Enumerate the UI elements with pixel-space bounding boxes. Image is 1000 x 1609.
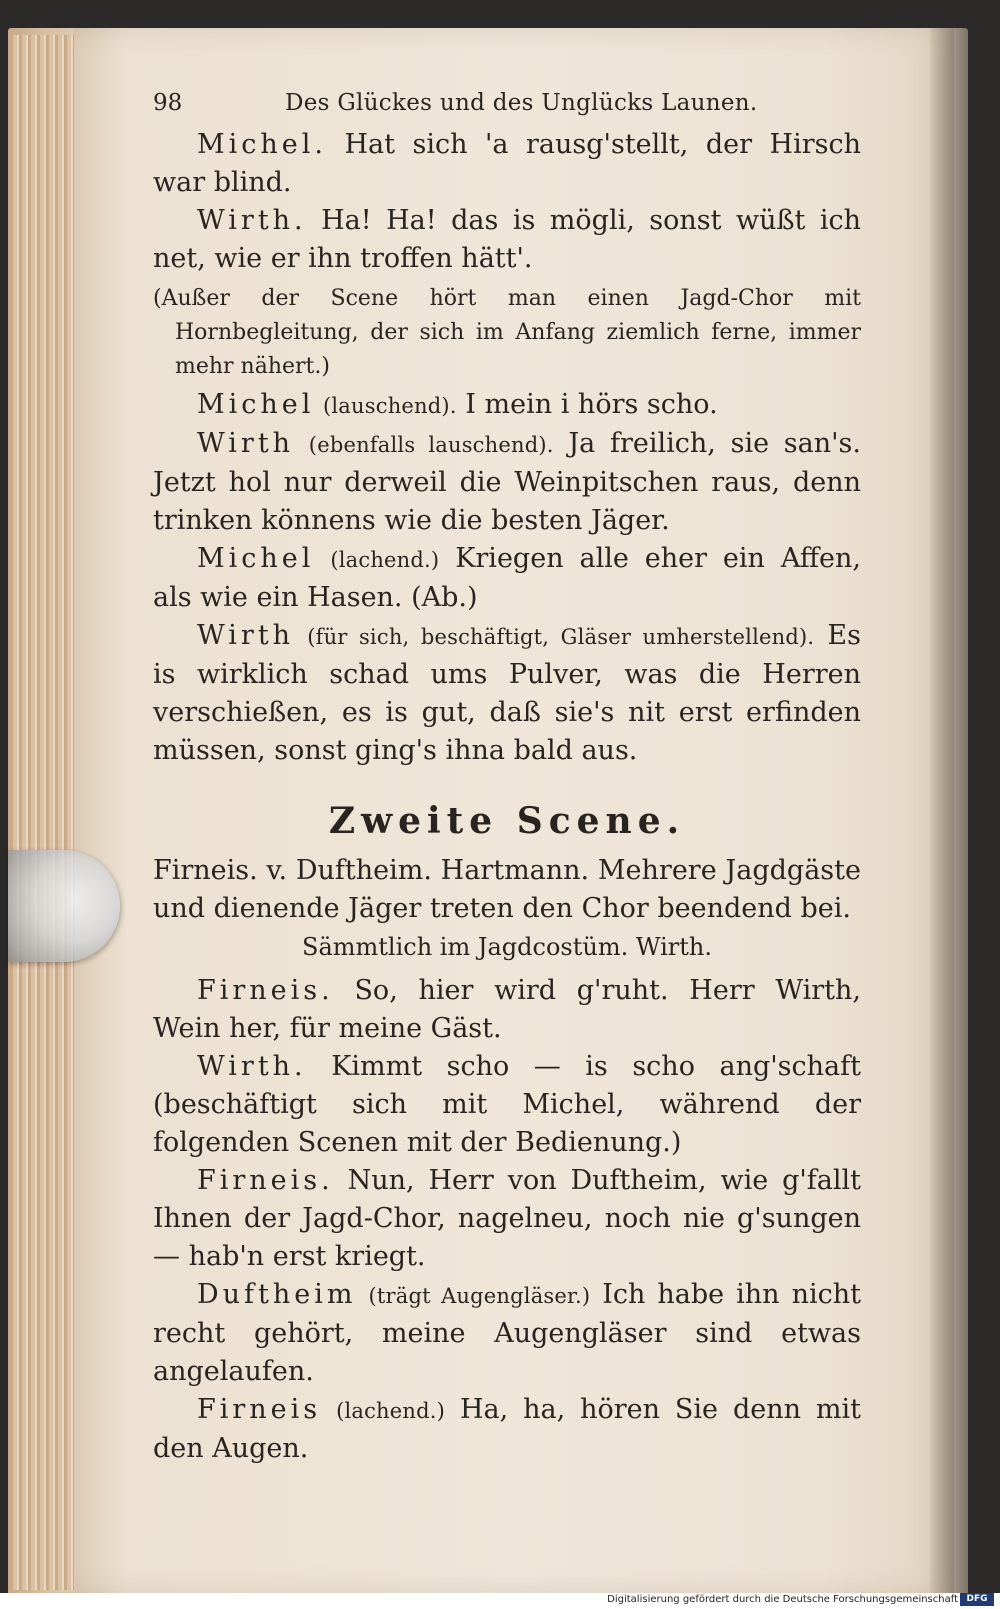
speaker-name: Firneis. [197,1165,334,1196]
dialogue-text: Ha, ha, hören Sie denn mit den Augen. [153,1394,861,1464]
stage-note: (für sich, beschäftigt, Gläser umherstellend). [307,625,815,649]
dialogue-text: Ha! Ha! das is mögli, sonst wüßt ich net, wie er ihn troffen hätt'. [153,205,861,274]
dialogue-text: Hat sich 'a rausg'stellt, der Hirsch war blind. [153,129,861,198]
dialogue-line [153,1276,861,1391]
speaker-name: Michel. [197,129,327,160]
dialogue-line [153,425,861,540]
page-clip [8,850,120,962]
dialogue-text: Kimmt scho — is scho ang'schaft (beschäftigt sich mit Michel, während der folgenden Scenen mit der Bedienung.) [153,1051,861,1158]
speaker-name: Michel [197,543,315,574]
scene-title: Zweite Scene. [328,800,686,842]
dialogue-line [153,386,861,425]
speaker-name: Wirth [197,620,295,651]
dialogue-text: Kriegen alle eher ein Affen, als wie ein Hasen. (Ab.) [153,543,861,613]
page-header [153,82,861,126]
speaker-name: Duftheim [197,1279,357,1310]
speaker-name: Wirth [197,428,295,459]
dialogue-text: I mein i hörs scho. [465,389,718,420]
speaker-name: Firneis. [197,975,334,1006]
speaker-name: Wirth. [197,205,307,236]
page-edges [10,35,74,1590]
stage-note: (trägt Augengläser.) [368,1284,591,1308]
stage-note: (lachend.) [330,548,440,572]
funding-credit: Digitalisierung gefördert durch die Deutsche Forschungsgemeinschaft [607,1594,958,1605]
dialogue-text: Ich habe ihn nicht recht gehört, meine Augengläser sind etwas angelaufen. [153,1279,861,1387]
dialogue-line [153,1391,861,1468]
dfg-logo: DFG [960,1593,994,1606]
dialogue-line [153,202,861,278]
dialogue-line [153,1048,861,1162]
dialogue-section-2 [153,972,861,1468]
stage-direction: (Außer der Scene hört man einen Jagd-Chor mit Hornbegleitung, der sich im Anfang ziemlich ferne, immer mehr nähert.) [153,286,861,379]
dialogue-line [153,972,861,1048]
stage-note: (lachend.) [336,1399,446,1423]
speaker-name: Michel [197,389,315,420]
running-title: Des Glückes und des Unglücks Launen. [285,90,758,116]
speaker-name: Wirth. [197,1051,307,1082]
page-content [153,82,861,1468]
stage-note: (lauschend). [323,394,457,418]
cast-list [153,852,861,966]
dialogue-line [153,540,861,617]
cast-line: Firneis. v. Duftheim. Hartmann. Mehrere Jagdgäste und dienende Jäger treten den Chor beendend bei. [153,855,861,924]
page-number: 98 [153,90,183,116]
dialogue-text: So, hier wird g'ruht. Herr Wirth, Wein her, für meine Gäst. [153,975,861,1044]
cast-line-centered: Sämmtlich im Jagdcostüm. Wirth. [302,933,712,961]
dialogue-line [153,617,861,770]
dialogue-text: Es is wirklich schad ums Pulver, was die Herren verschießen, es is gut, daß sie's nit erst erfinden müssen, sonst ging's ihna bald aus. [153,620,861,766]
speaker-name: Firneis [197,1394,322,1425]
gutter-shadow [930,28,968,1594]
stage-note: (ebenfalls lauschend). [308,433,554,457]
dialogue-line [153,1162,861,1276]
dialogue-text: Ja freilich, sie san's. Jetzt hol nur derweil die Weinpitschen raus, denn trinken könnens wie die besten Jäger. [153,428,861,536]
dialogue-section-1 [153,126,861,770]
dialogue-text: Nun, Herr von Duftheim, wie g'fallt Ihnen der Jagd-Chor, nagelneu, noch nie g'sungen — hab'n erst kriegt. [153,1165,861,1272]
dialogue-line [153,126,861,202]
